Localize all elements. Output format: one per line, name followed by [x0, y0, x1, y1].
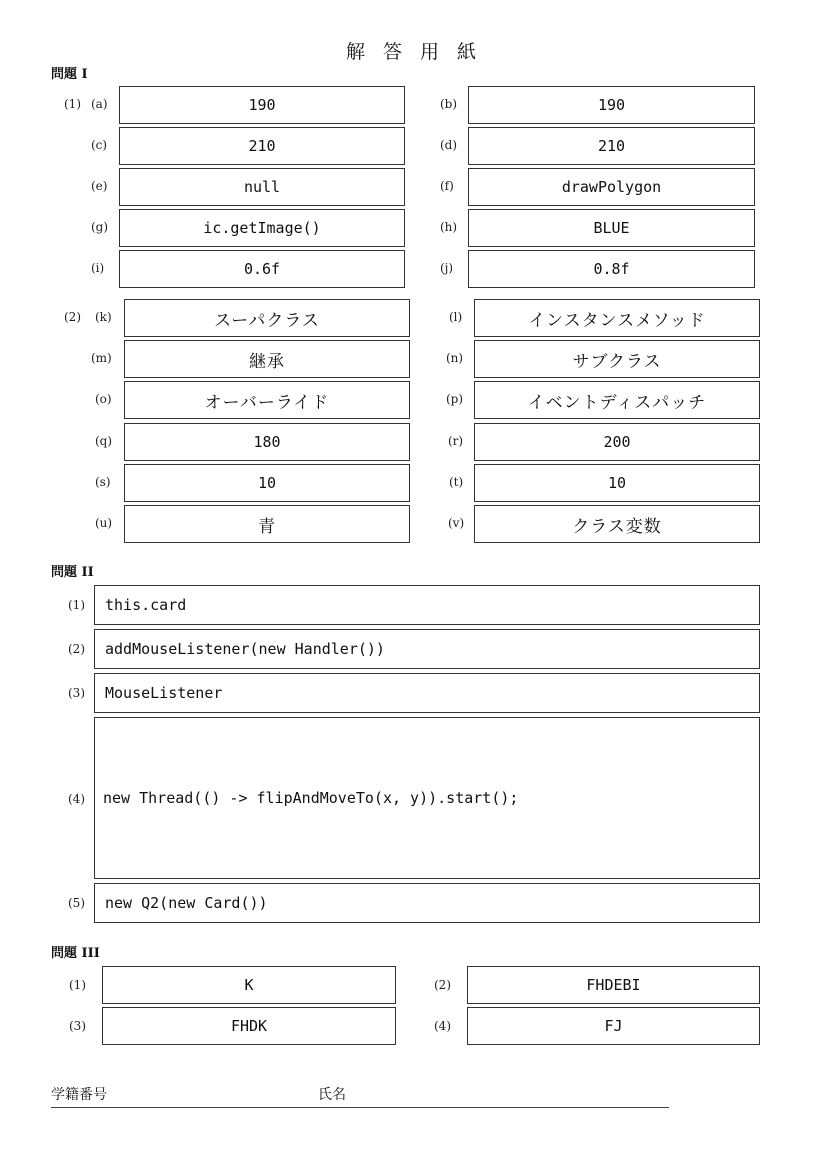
- q3-label-4: (4): [434, 1019, 451, 1033]
- q3-answer-2: FHDEBI: [467, 966, 760, 1004]
- answer-box-j: 0.8f: [468, 250, 755, 288]
- q2-answer-1: this.card: [94, 585, 760, 625]
- answer-box-l: インスタンスメソッド: [474, 299, 760, 337]
- answer-label-n: (n): [446, 351, 464, 365]
- answer-label-i: (i): [91, 261, 105, 275]
- answer-label-u: (u): [95, 516, 113, 530]
- q2-label-4: (4): [68, 792, 85, 806]
- answer-label-a: (a): [91, 97, 108, 111]
- q3-answer-4: FJ: [467, 1007, 760, 1045]
- name-label: 氏名: [318, 1087, 346, 1103]
- answer-box-f: drawPolygon: [468, 168, 755, 206]
- q3-label-2: (2): [434, 978, 451, 992]
- answer-box-s: 10: [124, 464, 410, 502]
- answer-box-r: 200: [474, 423, 760, 461]
- q3-label-3: (3): [69, 1019, 86, 1033]
- section-3-heading: 問題 III: [51, 946, 100, 961]
- answer-label-s: (s): [95, 475, 111, 489]
- answer-label-o: (o): [95, 392, 112, 406]
- answer-box-u: 青: [124, 505, 410, 543]
- answer-label-p: (p): [446, 392, 464, 406]
- signature-line: [51, 1107, 669, 1108]
- section-1-part-1-label: (1): [64, 97, 81, 111]
- answer-box-p: イベントディスパッチ: [474, 381, 760, 419]
- q2-label-5: (5): [68, 896, 85, 910]
- answer-label-b: (b): [440, 97, 458, 111]
- answer-label-l: (l): [449, 310, 463, 324]
- section-1-part-2-label: (2): [64, 310, 81, 324]
- section-1-heading: 問題 I: [51, 67, 88, 82]
- answer-box-m: 継承: [124, 340, 410, 378]
- answer-label-h: (h): [440, 220, 458, 234]
- answer-box-c: 210: [119, 127, 405, 165]
- answer-label-k: (k): [95, 310, 112, 324]
- q3-answer-1: K: [102, 966, 396, 1004]
- q2-label-1: (1): [68, 598, 85, 612]
- q2-answer-2: addMouseListener(new Handler()): [94, 629, 760, 669]
- answer-label-m: (m): [91, 351, 112, 365]
- answer-label-v: (v): [448, 516, 465, 530]
- answer-box-d: 210: [468, 127, 755, 165]
- answer-box-t: 10: [474, 464, 760, 502]
- q3-label-1: (1): [69, 978, 86, 992]
- student-id-label: 学籍番号: [51, 1087, 107, 1103]
- answer-label-j: (j): [440, 261, 454, 275]
- section-2-heading: 問題 II: [51, 565, 94, 580]
- page-title: 解 答 用 紙: [345, 41, 483, 63]
- q3-answer-3: FHDK: [102, 1007, 396, 1045]
- answer-label-c: (c): [91, 138, 108, 152]
- answer-label-t: (t): [449, 475, 464, 489]
- answer-label-q: (q): [95, 434, 113, 448]
- q2-answer-3: MouseListener: [94, 673, 760, 713]
- answer-box-g: ic.getImage(): [119, 209, 405, 247]
- q2-answer-5: new Q2(new Card()): [94, 883, 760, 923]
- answer-box-n: サブクラス: [474, 340, 760, 378]
- answer-box-k: スーパクラス: [124, 299, 410, 337]
- answer-box-h: BLUE: [468, 209, 755, 247]
- answer-box-i: 0.6f: [119, 250, 405, 288]
- answer-box-q: 180: [124, 423, 410, 461]
- answer-label-e: (e): [91, 179, 108, 193]
- answer-label-d: (d): [440, 138, 458, 152]
- q2-label-2: (2): [68, 642, 85, 656]
- answer-box-o: オーバーライド: [124, 381, 410, 419]
- answer-box-b: 190: [468, 86, 755, 124]
- answer-label-f: (f): [440, 179, 454, 193]
- answer-box-a: 190: [119, 86, 405, 124]
- q2-label-3: (3): [68, 686, 85, 700]
- answer-label-g: (g): [91, 220, 109, 234]
- q2-answer-4: new Thread(() -> flipAndMoveTo(x, y)).start();: [94, 717, 760, 879]
- answer-box-e: null: [119, 168, 405, 206]
- answer-box-v: クラス変数: [474, 505, 760, 543]
- answer-label-r: (r): [448, 434, 464, 448]
